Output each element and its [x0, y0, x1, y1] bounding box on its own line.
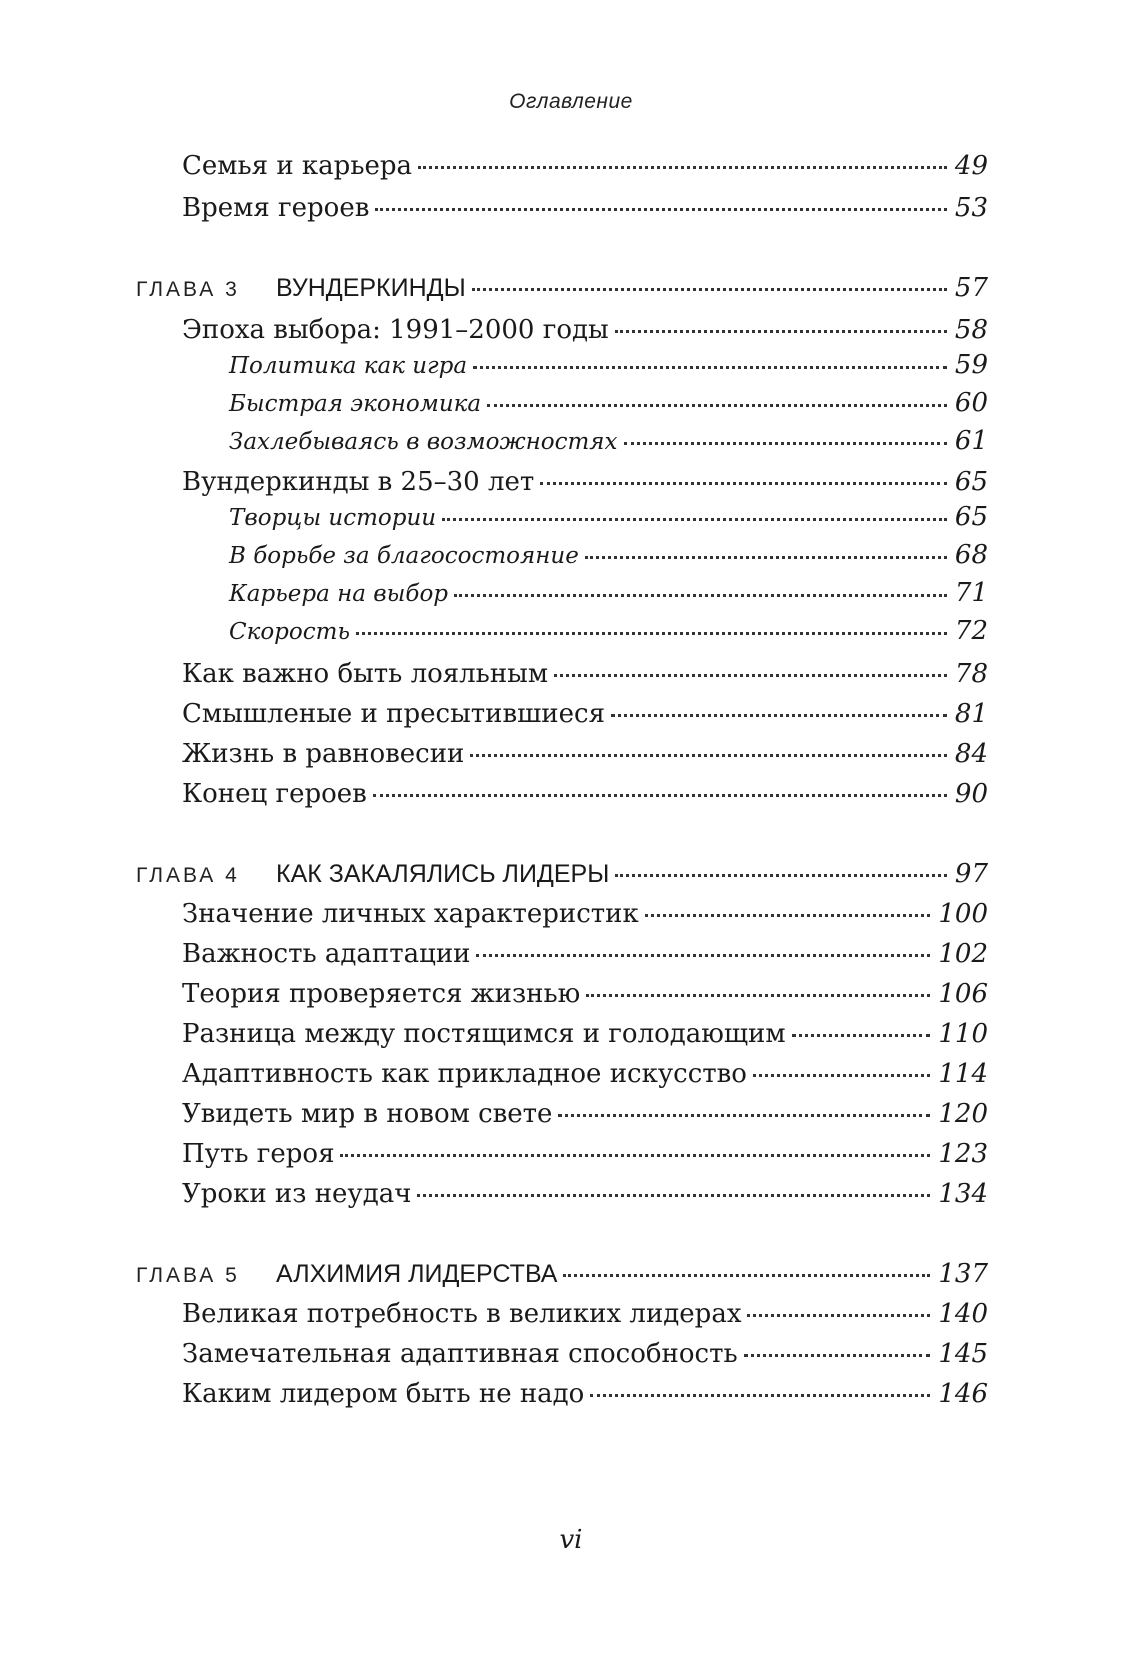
toc-subsection-entry	[229, 388, 988, 426]
dot-leader	[470, 736, 947, 762]
toc-section-entry	[182, 1376, 988, 1414]
toc-entry-page: 100	[938, 899, 988, 929]
toc-entry-title: Политика как игра	[229, 353, 468, 379]
toc-entry-title: Время героев	[182, 193, 370, 223]
toc-entry-page: 49	[954, 151, 988, 181]
toc-entry-title: Жизнь в равновесии	[182, 739, 465, 769]
dot-leader	[792, 1016, 931, 1042]
toc-entry-page: 65	[954, 467, 988, 497]
toc-entry-title: Уроки из неудач	[182, 1179, 412, 1209]
dot-leader	[747, 1296, 930, 1322]
toc-entry-page: 146	[938, 1379, 988, 1409]
toc-entry-page: 53	[954, 193, 988, 223]
toc-subsection-entry	[229, 502, 988, 540]
dot-leader	[624, 426, 947, 449]
toc-entry-title: Захлебываясь в возможностях	[229, 429, 618, 455]
toc-entry-title: Скорость	[229, 619, 350, 645]
toc-entry-title: Как важно быть лояльным	[182, 659, 549, 689]
dot-leader	[454, 578, 947, 601]
toc-section-entry	[182, 190, 988, 228]
dot-leader	[611, 696, 947, 722]
dot-leader	[563, 1256, 930, 1282]
toc-section-entry	[182, 976, 988, 1014]
toc-chapter-entry	[136, 1256, 988, 1294]
toc-entry-title: Конец героев	[182, 779, 367, 809]
dot-leader	[487, 388, 947, 411]
toc-chapter-label: ГЛАВА 4	[136, 864, 240, 887]
toc-entry-page: 84	[954, 739, 988, 769]
toc-section-entry	[182, 696, 988, 734]
toc-subsection-entry	[229, 350, 988, 388]
dot-leader	[558, 1096, 930, 1122]
toc-entry-page: 81	[954, 699, 988, 729]
dot-leader	[753, 1056, 930, 1082]
toc-entry-page: 120	[938, 1099, 988, 1129]
dot-leader	[375, 190, 947, 216]
toc-subsection-entry	[229, 578, 988, 616]
toc-section-entry	[182, 1016, 988, 1054]
toc-section-entry	[182, 896, 988, 934]
toc-entry-title: ВУНДЕРКИНДЫ	[276, 274, 466, 302]
toc-section-entry	[182, 1136, 988, 1174]
toc-entry-page: 106	[938, 979, 988, 1009]
dot-leader	[554, 656, 947, 682]
toc-entry-page: 71	[954, 578, 988, 608]
toc-section-entry	[182, 312, 988, 350]
toc-chapter-label: ГЛАВА 5	[136, 1264, 240, 1287]
dot-leader	[356, 616, 947, 639]
toc-chapter-label: ГЛАВА 3	[136, 278, 240, 301]
toc-chapter-entry	[136, 856, 988, 894]
dot-leader	[590, 1376, 930, 1402]
toc-entry-title: Вундеркинды в 25–30 лет	[182, 467, 535, 497]
toc-entry-title: Каким лидером быть не надо	[182, 1379, 585, 1409]
toc-section-entry	[182, 1176, 988, 1214]
dot-leader	[586, 976, 930, 1002]
dot-leader	[540, 464, 947, 490]
toc-section-entry	[182, 464, 988, 502]
toc-entry-page: 145	[938, 1339, 988, 1369]
toc-entry-page: 58	[954, 315, 988, 345]
dot-leader	[645, 896, 931, 922]
toc-entry-title: Важность адаптации	[182, 939, 471, 969]
toc-entry-title: Великая потребность в великих лидерах	[182, 1299, 742, 1329]
toc-entry-title: В борьбе за благосостояние	[229, 543, 579, 569]
toc-entry-page: 123	[938, 1139, 988, 1169]
toc-entry-page: 68	[954, 540, 988, 570]
dot-leader	[417, 1176, 930, 1202]
toc-entry-title: Увидеть мир в новом свете	[182, 1099, 553, 1129]
toc-entry-page: 140	[938, 1299, 988, 1329]
toc-subsection-entry	[229, 540, 988, 578]
dot-leader	[615, 856, 947, 882]
toc-entry-title: Быстрая экономика	[229, 391, 482, 417]
dot-leader	[340, 1136, 930, 1162]
toc-entry-title: Смышленые и пресытившиеся	[182, 699, 605, 729]
toc-entry-title: Творцы истории	[229, 505, 437, 531]
toc-entry-page: 102	[938, 939, 988, 969]
toc-section-entry	[182, 736, 988, 774]
toc-entry-title: Путь героя	[182, 1139, 335, 1169]
dot-leader	[442, 502, 947, 525]
toc-entry-page: 65	[954, 502, 988, 532]
toc-section-entry	[182, 776, 988, 814]
dot-leader	[744, 1336, 931, 1362]
toc-entry-title: Разница между постящимся и голодающим	[182, 1019, 786, 1049]
dot-leader	[472, 270, 947, 296]
dot-leader	[476, 936, 930, 962]
page-number: vi	[559, 1525, 583, 1555]
toc-entry-title: Семья и карьера	[182, 151, 413, 181]
toc-entry-title: КАК ЗАКАЛЯЛИСЬ ЛИДЕРЫ	[276, 860, 610, 888]
dot-leader	[373, 776, 947, 802]
toc-entry-title: Теория проверяется жизнью	[182, 979, 581, 1009]
toc-section-entry	[182, 1296, 988, 1334]
toc-section-entry	[182, 1336, 988, 1374]
toc-entry-page: 60	[954, 388, 988, 418]
toc-section-entry	[182, 1096, 988, 1134]
toc-entry-page: 78	[954, 659, 988, 689]
toc-entry-title: Замечательная адаптивная способность	[182, 1339, 738, 1369]
toc-entry-title: Адаптивность как прикладное искусство	[182, 1059, 747, 1089]
toc-entry-title: Карьера на выбор	[229, 581, 449, 607]
toc-entry-page: 61	[954, 426, 988, 456]
toc-section-entry	[182, 656, 988, 694]
toc-entry-page: 110	[938, 1019, 988, 1049]
toc-subsection-entry	[229, 616, 988, 654]
toc-chapter-entry	[136, 270, 988, 308]
toc-section-entry	[182, 936, 988, 974]
toc-entry-page: 134	[938, 1179, 988, 1209]
toc-entry-title: АЛХИМИЯ ЛИДЕРСТВА	[276, 1260, 558, 1288]
dot-leader	[473, 350, 947, 373]
toc-entry-page: 137	[938, 1259, 988, 1289]
toc-entry-page: 57	[954, 273, 988, 303]
toc-entry-page: 90	[954, 779, 988, 809]
toc-entry-page: 59	[954, 350, 988, 380]
toc-entry-page: 97	[954, 859, 988, 889]
toc-section-entry	[182, 148, 988, 186]
dot-leader	[418, 148, 947, 174]
toc-section-entry	[182, 1056, 988, 1094]
dot-leader	[615, 312, 947, 338]
toc-subsection-entry	[229, 426, 988, 464]
toc-entry-page: 114	[938, 1059, 988, 1089]
toc-entry-title: Эпоха выбора: 1991–2000 годы	[182, 315, 609, 345]
toc-entry-title: Значение личных характеристик	[182, 899, 639, 929]
dot-leader	[585, 540, 947, 563]
running-head: Оглавление	[509, 90, 633, 113]
toc-entry-page: 72	[954, 616, 988, 646]
